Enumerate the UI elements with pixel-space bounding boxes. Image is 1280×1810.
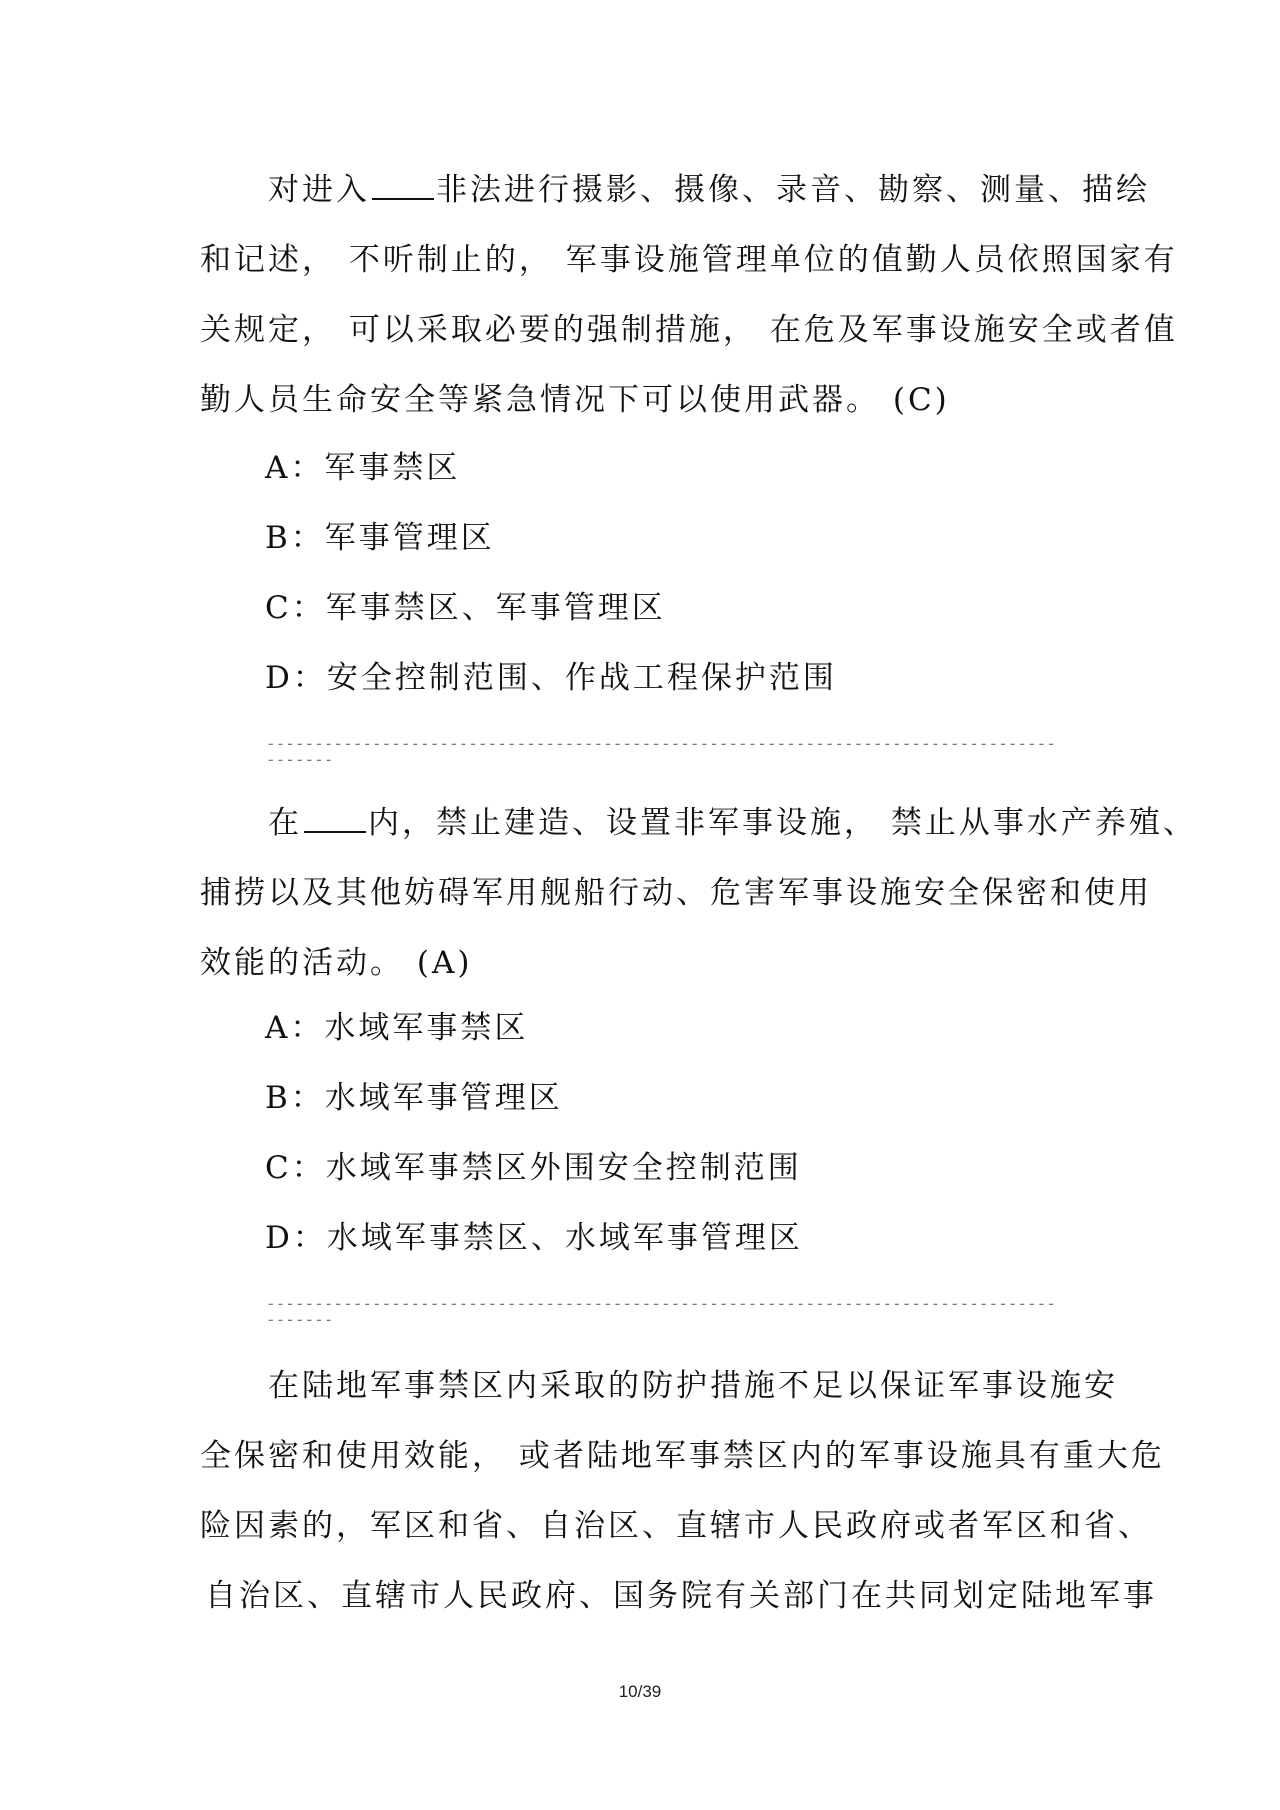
question-3-line-2: 全保密和使用效能， 或者陆地军事禁区内的军事设施具有重大危 bbox=[200, 1438, 1165, 1474]
question-1-option-b: B：军事管理区 bbox=[265, 520, 495, 556]
question-1-option-a: A：军事禁区 bbox=[265, 450, 461, 486]
fill-blank bbox=[372, 173, 434, 200]
question-2-line-2: 捕捞以及其他妨碍军用舰船行动、危害军事设施安全保密和使用 bbox=[200, 875, 1152, 911]
question-1-line-3: 关规定， 可以采取必要的强制措施， 在危及军事设施安全或者值 bbox=[200, 312, 1178, 348]
question-1-line-1 bbox=[268, 170, 1150, 210]
question-2-line-3: 效能的活动。 (A) bbox=[200, 945, 473, 981]
page-number: 10/39 bbox=[618, 1682, 662, 1701]
question-1-text-after-blank: 非法进行摄影、摄像、录音、勘察、测量、描绘 bbox=[436, 172, 1150, 208]
question-2-option-c: C：水域军事禁区外围安全控制范围 bbox=[265, 1150, 802, 1186]
question-3-line-3: 险因素的，军区和省、自治区、直辖市人民政府或者军区和省、 bbox=[200, 1508, 1152, 1544]
separator-line: ----------------------------------------------------------------------------------------- bbox=[266, 1294, 1056, 1329]
fill-blank bbox=[304, 806, 366, 833]
question-3-line-1: 在陆地军事禁区内采取的防护措施不足以保证军事设施安 bbox=[268, 1368, 1118, 1404]
question-1-text-before-blank: 对进入 bbox=[268, 172, 370, 208]
question-1-option-c: C：军事禁区、军事管理区 bbox=[265, 590, 666, 626]
separator-line: ----------------------------------------------------------------------------------------- bbox=[266, 734, 1056, 769]
question-2-line-1 bbox=[268, 803, 1197, 843]
question-3-line-4: 自治区、直辖市人民政府、国务院有关部门在共同划定陆地军事 bbox=[205, 1578, 1157, 1614]
question-2-option-d: D：水域军事禁区、水域军事管理区 bbox=[265, 1220, 803, 1256]
question-2-text-before-blank: 在 bbox=[268, 805, 302, 841]
question-2-text-after-blank: 内，禁止建造、设置非军事设施， 禁止从事水产养殖、 bbox=[368, 805, 1197, 841]
question-1-option-d: D：安全控制范围、作战工程保护范围 bbox=[265, 660, 837, 696]
question-2-option-a: A：水域军事禁区 bbox=[265, 1010, 529, 1046]
question-1-line-2: 和记述， 不听制止的， 军事设施管理单位的值勤人员依照国家有 bbox=[200, 242, 1178, 278]
question-2-option-b: B：水域军事管理区 bbox=[265, 1080, 563, 1116]
question-1-line-4: 勤人员生命安全等紧急情况下可以使用武器。 (C) bbox=[200, 382, 950, 418]
